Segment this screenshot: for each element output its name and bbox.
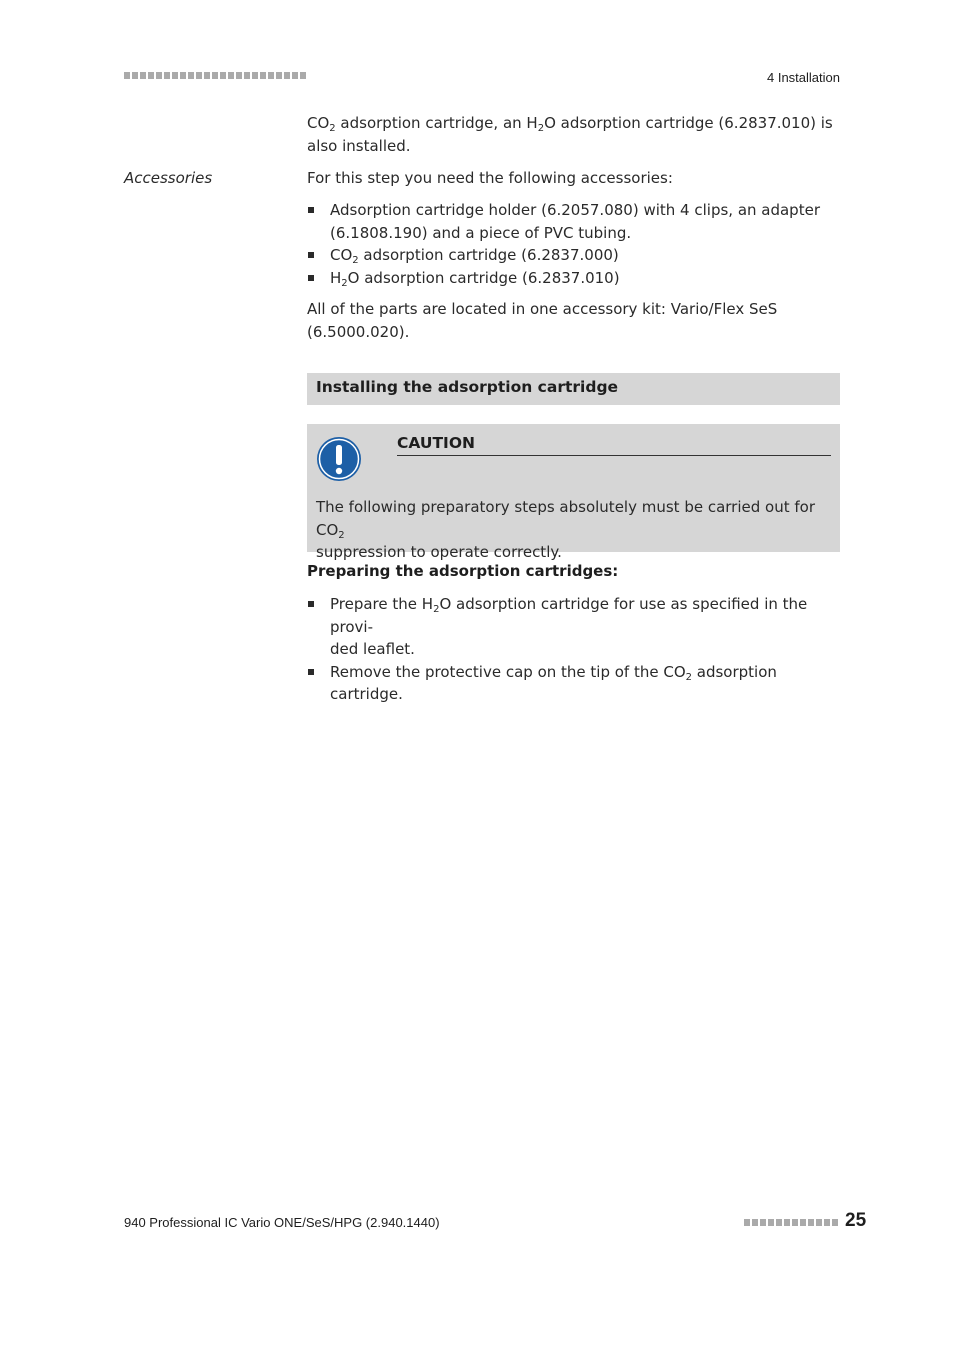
list-item: $CO_2$ adsorption cartridge (6.2837.000) [307,244,840,267]
caution-title: CAUTION [397,434,831,456]
header-decoration [124,72,308,79]
accessories-list [307,199,840,289]
exclamation-icon [316,436,362,482]
accessories-label: Accessories [124,169,213,187]
list-item: Adsorption cartridge holder (6.2057.080) with 4 clips, an adapter (6.1808.190) and a piece of PVC tubing. [307,199,840,244]
caution-box [307,424,840,561]
section-title: Installing the adsorption cartridge [316,378,619,396]
preparing-heading: Preparing the adsorption cartridges: [307,562,619,580]
accessories-lead: For this step you need the following accessories: [307,169,673,187]
preparing-list [307,593,840,706]
caution-text: The following preparatory steps absolutely must be carried out for $CO_2$ suppression to operate correctly. [316,498,815,561]
kit-paragraph: All of the parts are located in one accessory kit: Vario/Flex SeS (6.5000.020). [307,300,778,341]
page-number: 25 [845,1210,867,1231]
footer-product: 940 Professional IC Vario ONE/SeS/HPG (2.940.1440) [124,1215,440,1230]
list-item: Prepare the $H_2O$ adsorption cartridge for use as specified in the provi- ded leaflet. [307,593,840,661]
header-chapter: 4 Installation [767,70,840,85]
intro-line-1: $CO_2$ adsorption cartridge, an $H_2O$ adsorption cartridge (6.2837.010) is [307,114,833,134]
footer-decoration [744,1219,840,1226]
list-item: $H_2O$ adsorption cartridge (6.2837.010) [307,267,840,290]
list-item: Remove the protective cap on the tip of the $CO_2$ adsorption cartridge. [307,661,840,706]
intro-line-2: also installed. [307,136,411,155]
section-heading [307,373,840,405]
intro-paragraph [307,112,840,157]
